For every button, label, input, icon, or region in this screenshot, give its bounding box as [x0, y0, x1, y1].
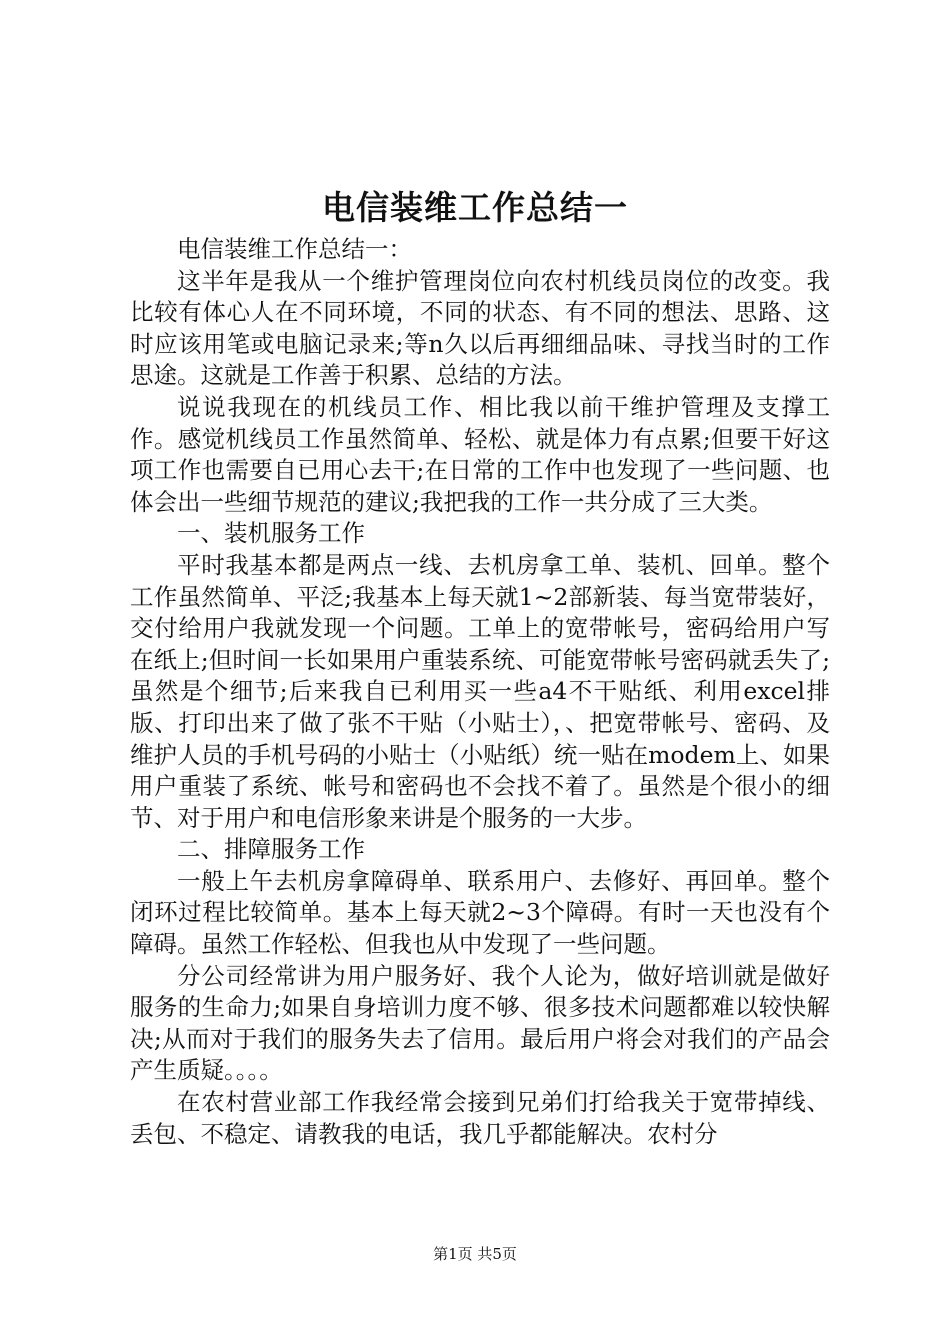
section-heading: 一、装机服务工作: [177, 519, 365, 548]
paragraph: 说说我现在的机线员工作、相比我以前干维护管理及支撑工作。感觉机线员工作虽然简单、轻松、就是体力有点累;但要干好这项工作也需要自已用心去干;在日常的工作中也发现了一些问题、也体会出一些细节规范的建议;我把我的工作一共分成了三大类。: [130, 392, 830, 516]
section-heading: 二、排障服务工作: [177, 835, 365, 864]
paragraph: 分公司经常讲为用户服务好、我个人论为，做好培训就是做好服务的生命力;如果自身培训力度不够、很多技术问题都难以较快解决;从而对于我们的服务失去了信用。最后用户将会对我们的产品会产生质疑。。。。: [130, 961, 830, 1085]
paragraph: 一般上午去机房拿障碍单、联系用户、去修好、再回单。整个闭环过程比较简单。基本上每天就2~3个障碍。有时一天也没有个障碍。虽然工作轻松、但我也从中发现了一些问题。: [130, 866, 830, 959]
paragraph: 这半年是我从一个维护管理岗位向农村机线员岗位的改变。我比较有体心人在不同环境，不同的状态、有不同的想法、思路、这时应该用笔或电脑记录来;等n久以后再细细品味、寻找当时的工作思途。这就是工作善于积累、总结的方法。: [130, 266, 830, 390]
document-title: 电信装维工作总结一: [322, 188, 628, 227]
document-body: [130, 234, 830, 1150]
paragraph: 平时我基本都是两点一线、去机房拿工单、装机、回单。整个工作虽然简单、平泛;我基本上每天就1~2部新装、每当宽带装好，交付给用户我就发现一个问题。工单上的宽带帐号，密码给用户写在纸上;但时间一长如果用户重装系统、可能宽带帐号密码就丢失了;虽然是个细节;后来我自已利用买一些a4不干贴纸、利用excel排版、打印出来了做了张不干贴（小贴士），、把宽带帐号、密码、及维护人员的手机号码的小贴士（小贴纸）统一贴在modem上、如果用户重装了系统、帐号和密码也不会找不着了。虽然是个很小的细节、对于用户和电信形象来讲是个服务的一大步。: [130, 550, 830, 832]
page-number-footer: 第1页 共5页: [433, 1245, 517, 1263]
paragraph: 电信装维工作总结一：: [177, 235, 412, 263]
paragraph: 在农村营业部工作我经常会接到兄弟们打给我关于宽带掉线、丢包、不稳定、请教我的电话，我几乎都能解决。农村分: [130, 1088, 830, 1148]
